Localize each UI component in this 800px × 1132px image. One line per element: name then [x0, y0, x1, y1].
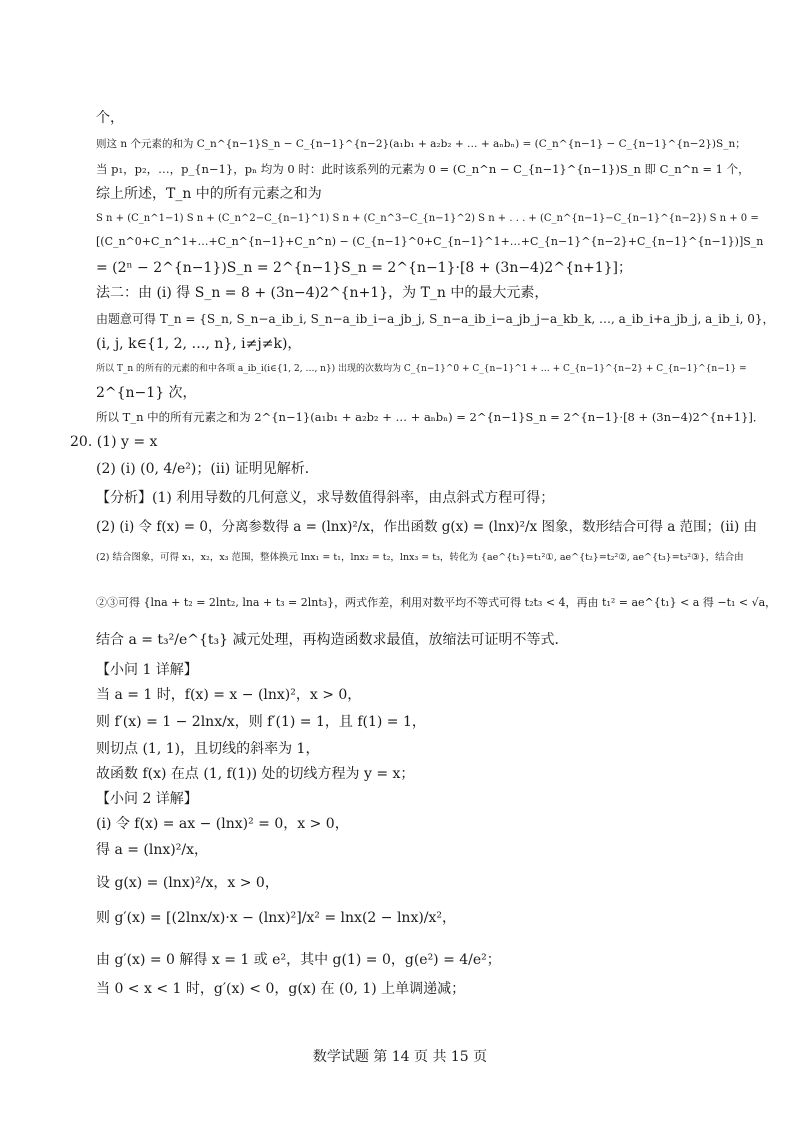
text-line: 所以 T_n 中的所有元素之和为 2^{n−1}(a₁b₁ + a₂b₂ + … + aₙbₙ) = 2^{n−1}S_n = 2^{n−1}·[8 + (3n−4)2^{n+1}]．: [96, 410, 765, 424]
text-line: 当 0 < x < 1 时，g′(x) < 0，g(x) 在 (0, 1) 上单调递减；: [96, 981, 466, 997]
text-line: (i) 令 f(x) = ax − (lnx)² = 0，x > 0，: [96, 816, 349, 832]
text-line: 法二：由 (i) 得 S_n = 8 + (3n−4)2^{n+1}，为 T_n 中的最大元素，: [96, 285, 549, 301]
text-line: 由 g′(x) = 0 解得 x = 1 或 e²，其中 g(1) = 0，g(e²) = 4/e²；: [96, 952, 501, 968]
text-line: 则切点 (1, 1)，且切线的斜率为 1，: [96, 741, 320, 757]
text-line: 结合 a = t₃²/e^{t₃} 减元处理，再构造函数求最值，放缩法可证明不等式．: [96, 632, 569, 648]
page-footer: 数学试题 第 14 页 共 15 页: [312, 1049, 488, 1065]
text-line: 则 f′(x) = 1 − 2lnx/x，则 f′(1) = 1，且 f(1) = 1，: [96, 714, 426, 730]
text-line: 设 g(x) = (lnx)²/x，x > 0，: [96, 875, 279, 891]
question-number: 20. (1) y = x: [70, 434, 158, 450]
text-line: S n + (C_n^1−1) S n + (C_n^2−C_{n−1}^1) S n + (C_n^3−C_{n−1}^2) S n + . . . + (C_n^{n−1}−C_{n−1}^{n−2}) S n + 0 =: [96, 213, 759, 224]
text-line: 由题意可得 T_n = {S_n, S_n−a_ib_i, S_n−a_ib_i−a_jb_j, S_n−a_ib_i−a_jb_j−a_kb_k, …, a_ib_i+a_jb_j, a_ib_i, 0}，: [96, 312, 775, 326]
text-line: (i, j, k∈{1, 2, …, n}, i≠j≠k)，: [96, 336, 302, 352]
text-line: 2^{n−1} 次，: [96, 385, 197, 401]
text-line: 得 a = (lnx)²/x，: [96, 842, 208, 858]
section-heading: 【小问 2 详解】: [96, 791, 198, 807]
text-line: [(C_n^0+C_n^1+…+C_n^{n−1}+C_n^n) − (C_{n−1}^0+C_{n−1}^1+…+C_{n−1}^{n−2}+C_{n−1}^{n−1})]S_n: [96, 235, 764, 248]
text-line: 【分析】(1) 利用导数的几何意义，求导数值得斜率，由点斜式方程可得；: [96, 490, 555, 506]
text-line: 故函数 f(x) 在点 (1, f(1)) 处的切线方程为 y = x；: [96, 766, 415, 782]
text-line: (2) (i) (0, 4/e²)；(ii) 证明见解析．: [96, 461, 319, 477]
text-line: 则这 n 个元素的和为 C_n^{n−1}S_n − C_{n−1}^{n−2}(a₁b₁ + a₂b₂ + … + aₙbₙ) = (C_n^{n−1} − C_{n−1}^{n−2})S_n；: [96, 138, 746, 150]
text-line: 当 p₁，p₂，…，p_{n−1}，pₙ 均为 0 时：此时该系列的元素为 0 = (C_n^n − C_{n−1}^{n−1})S_n 即 C_n^n = 1 个，: [96, 162, 750, 176]
text-line: 个，: [96, 110, 124, 126]
text-line: ②③可得 {lna + t₂ = 2lnt₂, lna + t₃ = 2lnt₃}，两式作差，利用对数平均不等式可得 t₂t₃ < 4，再由 t₁² = ae^{t₁} < a 得 −t₁ < √a，: [96, 596, 777, 609]
text-line: (2) 结合图象，可得 x₁，x₂，x₃ 范围，整体换元 lnx₁ = t₁，lnx₂ = t₂，lnx₃ = t₃，转化为 {ae^{t₁}=t₁²①, ae^{t₂}=t₂²②, ae^{t₃}=t₃²③}，结合由: [96, 552, 744, 563]
text-line: 综上所述，T_n 中的所有元素之和为: [96, 186, 322, 202]
text-line: 则 g′(x) = [(2lnx/x)·x − (lnx)²]/x² = lnx(2 − lnx)/x²，: [96, 910, 457, 926]
text-line: = (2ⁿ − 2^{n−1})S_n = 2^{n−1}S_n = 2^{n−1}·[8 + (3n−4)2^{n+1}]；: [96, 260, 632, 276]
section-heading: 【小问 1 详解】: [96, 662, 198, 678]
text-line: 当 a = 1 时，f(x) = x − (lnx)²，x > 0，: [96, 687, 362, 703]
text-line: 所以 T_n 的所有的元素的和中各项 a_ib_i(i∈{1, 2, …, n}) 出现的次数均为 C_{n−1}^0 + C_{n−1}^1 + … + C_{n−1}^{n−2} + C_{n−1}^{n−1} =: [96, 364, 747, 374]
text-line: (2) (i) 令 f(x) = 0，分离参数得 a = (lnx)²/x，作出函数 g(x) = (lnx)²/x 图象，数形结合可得 a 范围；(ii) 由: [96, 519, 758, 535]
